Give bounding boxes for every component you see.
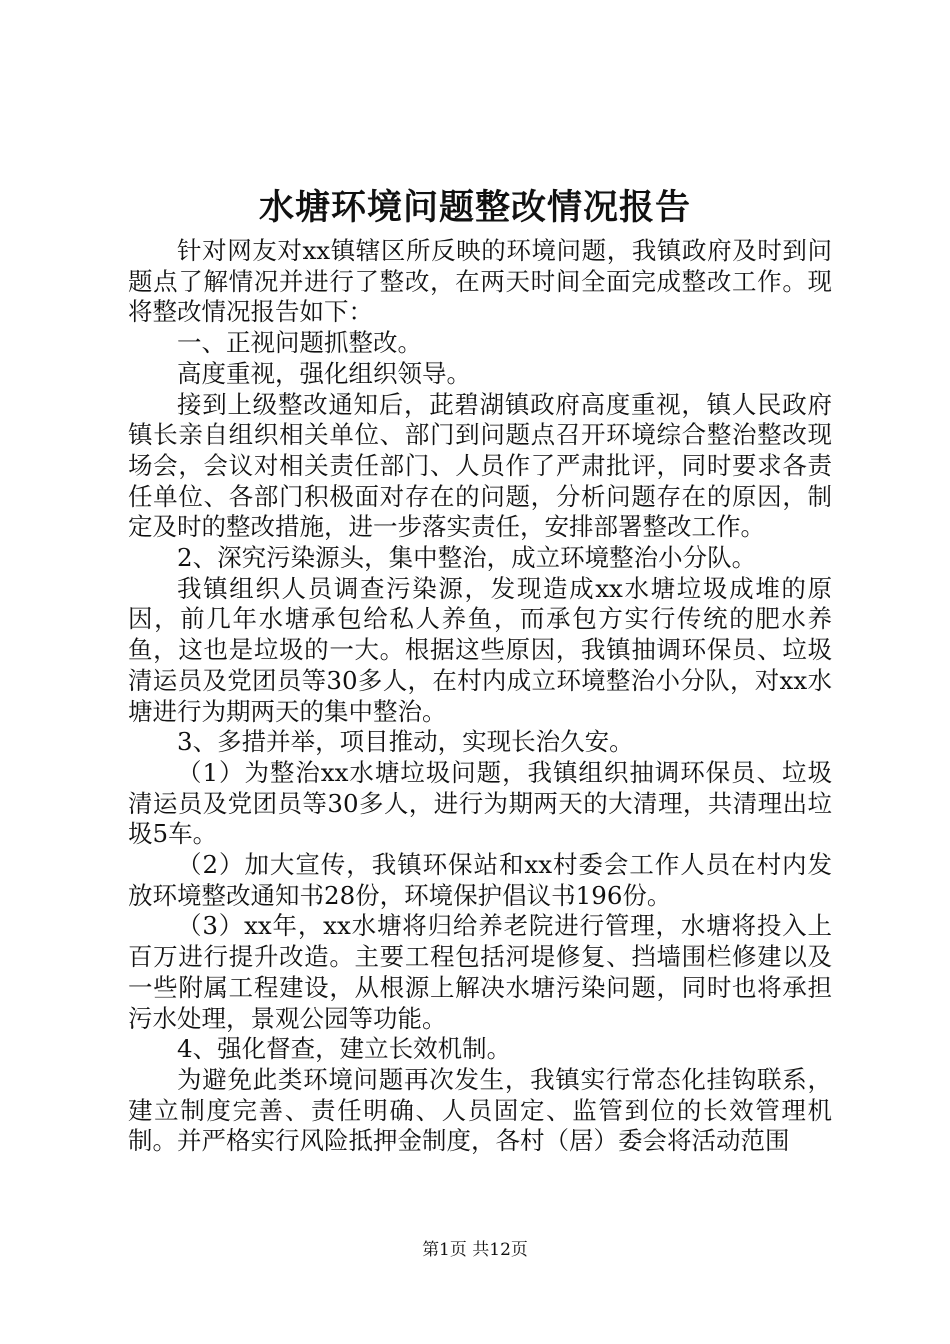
paragraph-section-1-heading: 一、正视问题抓整改。 — [177, 328, 422, 358]
paragraph-intro: 针对网友对xx镇辖区所反映的环境问题，我镇政府及时到问题点了解情况并进行了整改，在两天时间全面完成整改工作。现将整改情况报告如下： — [128, 236, 832, 327]
paragraph-section-2-body: 我镇组织人员调查污染源，发现造成xx水塘垃圾成堆的原因，前几年水塘承包给私人养鱼，而承包方实行传统的肥水养鱼，这也是垃圾的一大。根据这些原因，我镇抽调环保员、垃圾清运员及党团员等30多人，在村内成立环境整治小分队，对xx水塘进行为期两天的集中整治。 — [128, 573, 832, 726]
paragraph-item-1: （1）为整治xx水塘垃圾问题，我镇组织抽调环保员、垃圾清运员及党团员等30多人，进行为期两天的大清理，共清理出垃圾5车。 — [128, 757, 832, 849]
paragraph-item-3: （3）xx年，xx水塘将归给养老院进行管理，水塘将投入上百万进行提升改造。主要工程包括河堤修复、挡墙围栏修建以及一些附属工程建设，从根源上解决水塘污染问题，同时也将承担污水处理，景观公园等功能。 — [128, 911, 832, 1033]
paragraph-section-2-heading: 2、深究污染源头，集中整治，成立环境整治小分队。 — [177, 543, 757, 573]
paragraph-section-3-heading: 3、多措并举，项目推动，实现长治久安。 — [177, 727, 634, 757]
paragraph-section-1-body: 接到上级整改通知后，茈碧湖镇政府高度重视，镇人民政府镇长亲自组织相关单位、部门到问题点召开环境综合整治整改现场会，会议对相关责任部门、人员作了严肃批评，同时要求各责任单位、各部门积极面对存在的问题，分析问题存在的原因，制定及时的整改措施，进一步落实责任，安排部署整改工作。 — [128, 389, 832, 542]
paragraph-item-2: （2）加大宣传，我镇环保站和xx村委会工作人员在村内发放环境整改通知书28份，环境保护倡议书196份。 — [128, 850, 832, 910]
paragraph-subheading: 高度重视，强化组织领导。 — [177, 358, 471, 388]
document-title: 水塘环境问题整改情况报告 — [258, 187, 691, 228]
paragraph-section-4-body: 为避免此类环境问题再次发生，我镇实行常态化挂钩联系，建立制度完善、责任明确、人员固定、监管到位的长效管理机制。并严格实行风险抵押金制度，各村（居）委会将活动范围 — [128, 1064, 832, 1156]
document-body — [128, 236, 832, 1157]
paragraph-section-4-heading: 4、强化督查，建立长效机制。 — [177, 1034, 512, 1064]
page-footer: 第1页 共12页 — [422, 1240, 528, 1260]
